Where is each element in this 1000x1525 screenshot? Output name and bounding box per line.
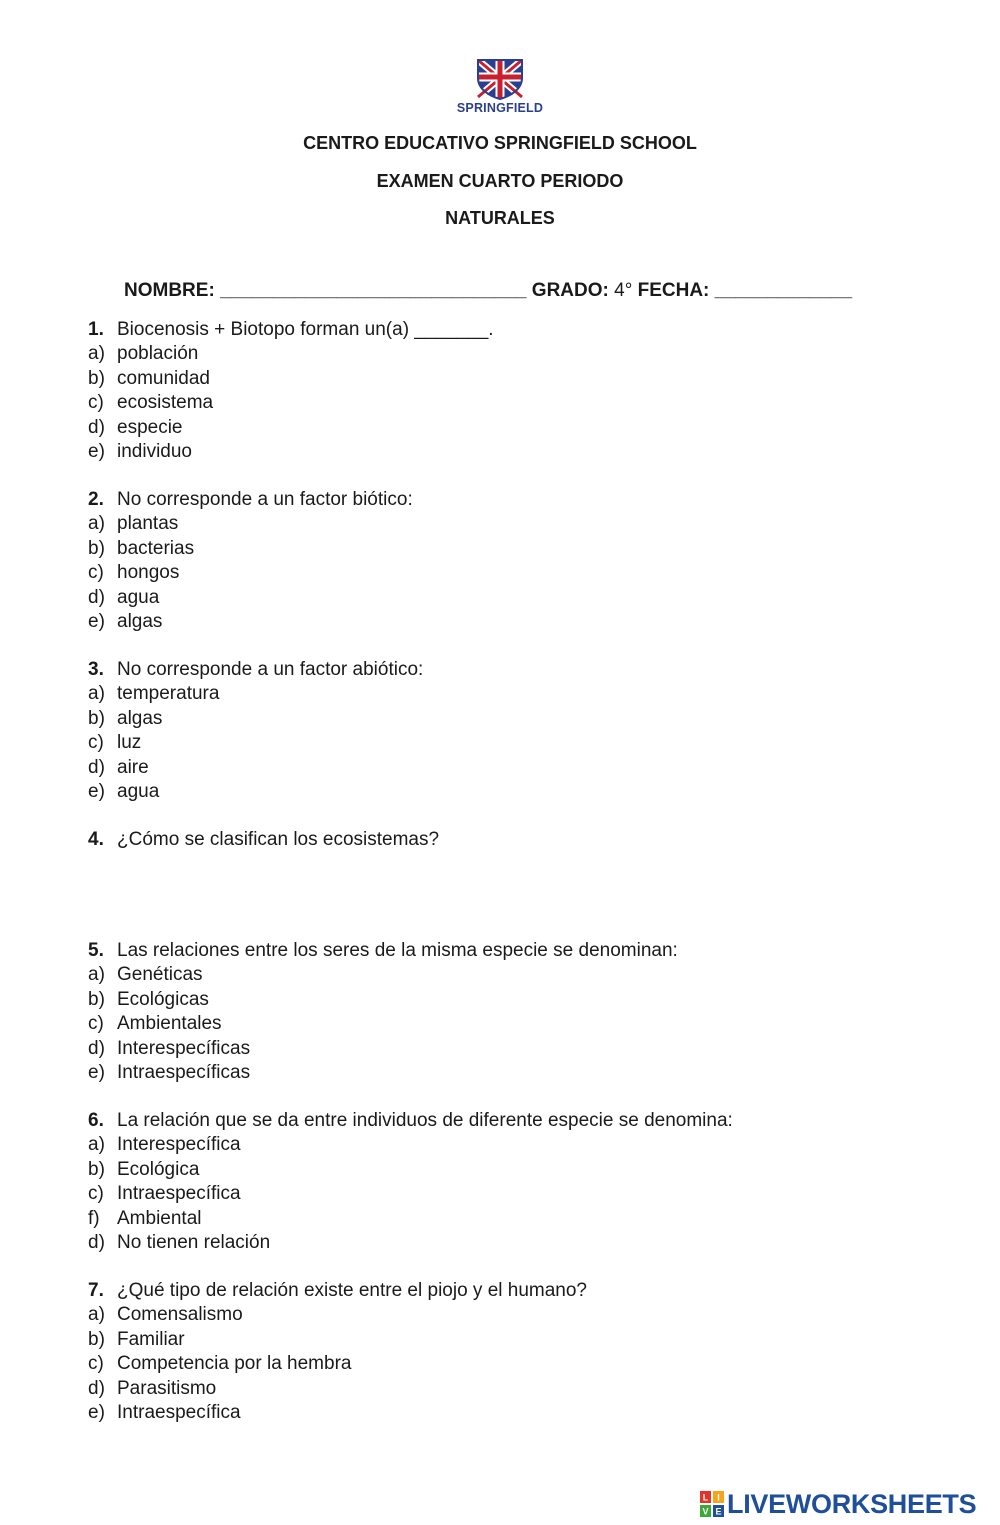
- grade-label: GRADO:: [531, 280, 609, 301]
- student-info-line: [124, 280, 852, 302]
- option: [88, 988, 678, 1012]
- option-key: e): [88, 610, 105, 632]
- option-key: c): [88, 732, 104, 754]
- option-key: d): [88, 1377, 105, 1399]
- option: [88, 1303, 587, 1327]
- question-number: 6.: [88, 1110, 104, 1131]
- option-key: c): [88, 392, 104, 414]
- option-key: b): [88, 1158, 105, 1180]
- question-number: 7.: [88, 1280, 104, 1301]
- option-key: e): [88, 440, 105, 462]
- question-text: La relación que se da entre individuos de diferente especie se denomina:: [117, 1110, 733, 1131]
- option-text: Competencia por la hembra: [117, 1353, 352, 1375]
- option-key: e): [88, 780, 105, 802]
- option-key: c): [88, 1353, 104, 1375]
- option: [88, 1401, 587, 1425]
- option-key: b): [88, 707, 105, 729]
- question-3: [88, 658, 423, 804]
- name-label: NOMBRE:: [124, 280, 215, 301]
- option-key: c): [88, 1013, 104, 1035]
- option-text: agua: [117, 780, 160, 802]
- question-number: 3.: [88, 659, 104, 680]
- option-text: aire: [117, 756, 149, 778]
- option-key: a): [88, 683, 105, 705]
- badge-letter-l: L: [702, 1492, 709, 1503]
- liveworksheets-watermark: [700, 1487, 976, 1521]
- option: [88, 440, 494, 464]
- badge-letter-e: E: [715, 1506, 722, 1517]
- option-text: Interespecífica: [117, 1134, 241, 1156]
- option-text: Parasitismo: [117, 1377, 217, 1399]
- option-key: a): [88, 1134, 105, 1156]
- option-key: b): [88, 1328, 105, 1350]
- name-blank: _____________________________: [220, 280, 527, 301]
- option-text: Familiar: [117, 1328, 185, 1350]
- badge-letter-i: I: [717, 1492, 720, 1503]
- question-number: 1.: [88, 319, 104, 340]
- liveworksheets-logo-icon: [700, 1491, 724, 1517]
- option-key: a): [88, 343, 105, 365]
- option: [88, 780, 423, 804]
- badge-letter-v: V: [702, 1506, 709, 1517]
- question-5: [88, 939, 678, 1085]
- option-text: población: [117, 343, 199, 365]
- question-text: No corresponde a un factor biótico:: [117, 489, 413, 510]
- option-key: c): [88, 1183, 104, 1205]
- school-name: CENTRO EDUCATIVO SPRINGFIELD SCHOOL: [303, 133, 697, 153]
- logo-caption: SPRINGFIELD: [456, 101, 544, 115]
- option: [88, 1207, 733, 1231]
- option: [88, 1158, 733, 1182]
- option-key: b): [88, 367, 105, 389]
- school-logo: [455, 58, 545, 120]
- grade-value: 4°: [614, 280, 633, 301]
- option: [88, 707, 423, 731]
- option: [88, 1037, 678, 1061]
- question-text: Las relaciones entre los seres de la misma especie se denominan:: [117, 940, 678, 961]
- option: [88, 731, 423, 755]
- option-text: Ambiental: [117, 1207, 202, 1229]
- subject-title: NATURALES: [445, 208, 555, 228]
- option-key: d): [88, 1037, 105, 1059]
- option-key: d): [88, 416, 105, 438]
- option: [88, 512, 413, 536]
- option-text: Genéticas: [117, 964, 203, 986]
- option: [88, 537, 413, 561]
- option: [88, 682, 423, 706]
- question-text: ¿Cómo se clasifican los ecosistemas?: [117, 829, 440, 850]
- option: [88, 1133, 733, 1157]
- option-key: a): [88, 1304, 105, 1326]
- option-key: d): [88, 586, 105, 608]
- option: [88, 391, 494, 415]
- option-text: luz: [117, 732, 142, 754]
- option-key: c): [88, 562, 104, 584]
- option-key: b): [88, 537, 105, 559]
- option-text: agua: [117, 586, 160, 608]
- option: [88, 1182, 733, 1206]
- question-text: Biocenosis + Biotopo forman un(a) _______.: [117, 319, 494, 340]
- option-key: a): [88, 513, 105, 535]
- option-text: comunidad: [117, 367, 210, 389]
- liveworksheets-brand: LIVEWORKSHEETS: [727, 1488, 977, 1519]
- option: [88, 367, 494, 391]
- option: [88, 1231, 733, 1255]
- option: [88, 1377, 587, 1401]
- option-key: f): [88, 1207, 100, 1229]
- option-key: b): [88, 988, 105, 1010]
- question-number: 5.: [88, 940, 104, 961]
- option-text: Ambientales: [117, 1013, 222, 1035]
- option-key: e): [88, 1401, 105, 1423]
- option-text: Ecológicas: [117, 988, 209, 1010]
- option: [88, 1061, 678, 1085]
- option-key: a): [88, 964, 105, 986]
- option-text: Interespecíficas: [117, 1037, 251, 1059]
- option-text: hongos: [117, 562, 180, 584]
- option-text: Intraespecífica: [117, 1401, 241, 1423]
- date-label: FECHA:: [637, 280, 710, 301]
- option-text: Comensalismo: [117, 1304, 243, 1326]
- date-blank: _____________: [714, 280, 853, 301]
- option-text: especie: [117, 416, 183, 438]
- option: [88, 963, 678, 987]
- question-6: [88, 1109, 733, 1255]
- question-text: ¿Qué tipo de relación existe entre el piojo y el humano?: [117, 1280, 587, 1301]
- option-text: algas: [117, 707, 163, 729]
- question-text: No corresponde a un factor abiótico:: [117, 659, 424, 680]
- option: [88, 561, 413, 585]
- question-7: [88, 1279, 587, 1425]
- option: [88, 342, 494, 366]
- option-key: d): [88, 756, 105, 778]
- option: [88, 1352, 587, 1376]
- option-text: Intraespecífica: [117, 1183, 241, 1205]
- option: [88, 1012, 678, 1036]
- option-text: Ecológica: [117, 1158, 200, 1180]
- option-text: Intraespecíficas: [117, 1061, 251, 1083]
- question-4: [88, 828, 439, 852]
- exam-title: EXAMEN CUARTO PERIODO: [376, 171, 624, 191]
- option-key: d): [88, 1231, 105, 1253]
- option-text: plantas: [117, 513, 179, 535]
- option-text: individuo: [117, 440, 192, 462]
- option-text: bacterias: [117, 537, 195, 559]
- question-number: 2.: [88, 489, 104, 510]
- option-key: e): [88, 1061, 105, 1083]
- option: [88, 756, 423, 780]
- option: [88, 1328, 587, 1352]
- option-text: No tienen relación: [117, 1231, 271, 1253]
- option-text: temperatura: [117, 683, 220, 705]
- question-2: [88, 488, 413, 634]
- option-text: ecosistema: [117, 392, 214, 414]
- shield-icon: [475, 58, 525, 100]
- option: [88, 610, 413, 634]
- option: [88, 416, 494, 440]
- option: [88, 586, 413, 610]
- question-1: [88, 318, 494, 464]
- option-text: algas: [117, 610, 163, 632]
- question-number: 4.: [88, 829, 104, 850]
